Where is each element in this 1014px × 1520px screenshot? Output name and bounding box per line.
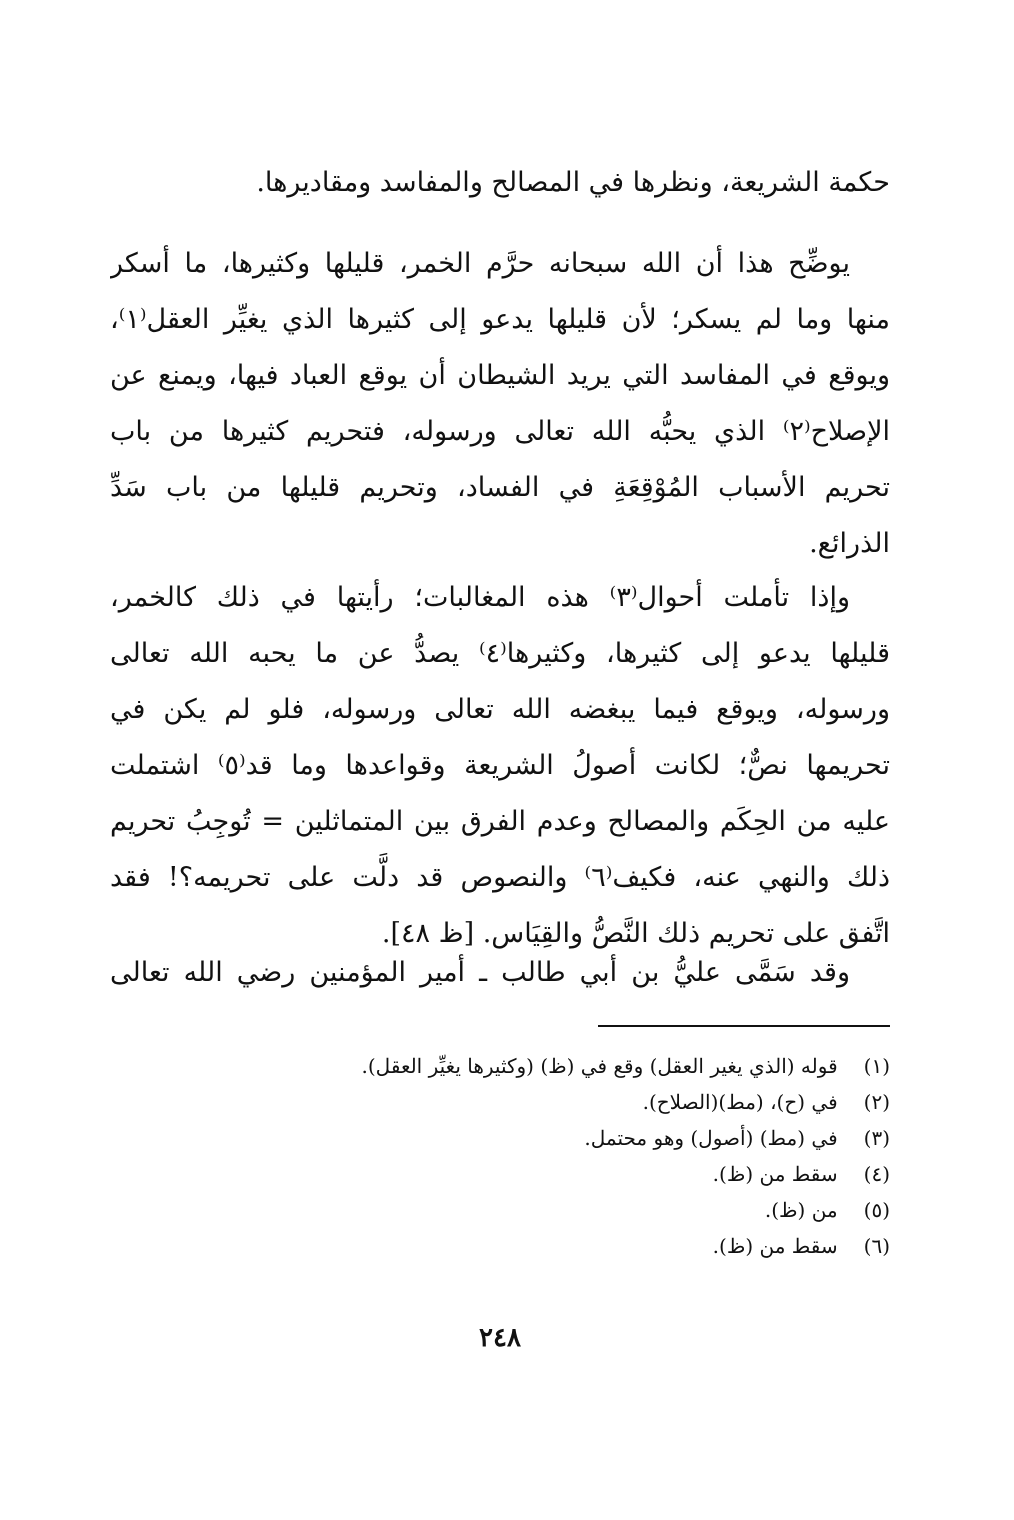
text-line: عليه من الحِكَم والمصالح وعدم الفرق بين المتماثلين = تُوجِبُ تحريم <box>110 806 890 837</box>
footnote-separator <box>598 1025 890 1027</box>
text-line: ورسوله، ويوقع فيما يبغضه الله تعالى ورسوله، فلو لم يكن في <box>110 694 890 725</box>
footnote-text: سقط من (ظ). <box>712 1162 838 1186</box>
footnote-number: (١) <box>863 1054 890 1078</box>
paragraph-2 <box>110 236 890 572</box>
paragraph-1 <box>110 155 890 211</box>
footnote-number: (٤) <box>863 1162 890 1186</box>
text-line: حكمة الشريعة، ونظرها في المصالح والمفاسد ومقاديرها. <box>256 167 890 198</box>
footnote-text: في (مط) (أصول) وهو محتمل. <box>584 1126 838 1150</box>
text-line: وإذا تأملت أحوال⁽٣⁾ هذه المغالبات؛ رأيتها في ذلك كالخمر، <box>110 582 850 613</box>
text-line: يوضِّح هذا أن الله سبحانه حرَّم الخمر، قليلها وكثيرها، ما أسكر <box>110 248 850 279</box>
text-line: الذرائع. <box>809 528 890 559</box>
footnote-number: (٦) <box>863 1234 890 1258</box>
text-line: قليلها يدعو إلى كثيرها، وكثيرها⁽٤⁾ يصدُّ عن ما يحبه الله تعالى <box>110 638 890 669</box>
footnote <box>110 1120 890 1156</box>
paragraph-3 <box>110 570 890 962</box>
text-line: منها وما لم يسكر؛ لأن قليلها يدعو إلى كثيرها الذي يغيِّر العقل⁽١⁾، <box>110 304 890 335</box>
footnote-text: من (ظ). <box>764 1198 838 1222</box>
footnote <box>110 1048 890 1084</box>
text-line: ذلك والنهي عنه، فكيف⁽٦⁾ والنصوص قد دلَّت على تحريمه؟! فقد <box>110 862 890 893</box>
footnote <box>110 1156 890 1192</box>
text-line: وقد سَمَّى عليُّ بن أبي طالب ـ أمير المؤمنين رضي الله تعالى <box>110 957 850 988</box>
text-line: اتَّفق على تحريم ذلك النَّصُّ والقِيَاس. [ظ ٤٨]. <box>381 918 890 949</box>
text-line: الإصلاح⁽٢⁾ الذي يحبُّه الله تعالى ورسوله، فتحريم كثيرها من باب <box>110 416 890 447</box>
footnote <box>110 1228 890 1264</box>
text-line: تحريم الأسباب المُوْقِعَةِ في الفساد، وتحريم قليلها من باب سَدِّ <box>110 472 890 503</box>
text-line: تحريمها نصٌّ؛ لكانت أصولُ الشريعة وقواعدها وما قد⁽٥⁾ اشتملت <box>110 750 890 781</box>
footnote-number: (٣) <box>863 1126 890 1150</box>
footnote-text: سقط من (ظ). <box>712 1234 838 1258</box>
page-number: ٢٤٨ <box>479 1323 521 1353</box>
footnote-text: في (ح)، (مط)(الصلاح). <box>642 1090 838 1114</box>
footnote-text: قوله (الذي يغير العقل) وقع في (ظ) (وكثيرها يغيِّر العقل). <box>361 1054 838 1078</box>
footnote-number: (٢) <box>863 1090 890 1114</box>
footnote <box>110 1084 890 1120</box>
footnotes <box>110 1048 890 1264</box>
document-page <box>110 0 890 1520</box>
paragraph-4 <box>110 945 890 1001</box>
text-line: ويوقع في المفاسد التي يريد الشيطان أن يوقع العباد فيها، ويمنع عن <box>110 360 890 391</box>
footnote-number: (٥) <box>863 1198 890 1222</box>
footnote <box>110 1192 890 1228</box>
